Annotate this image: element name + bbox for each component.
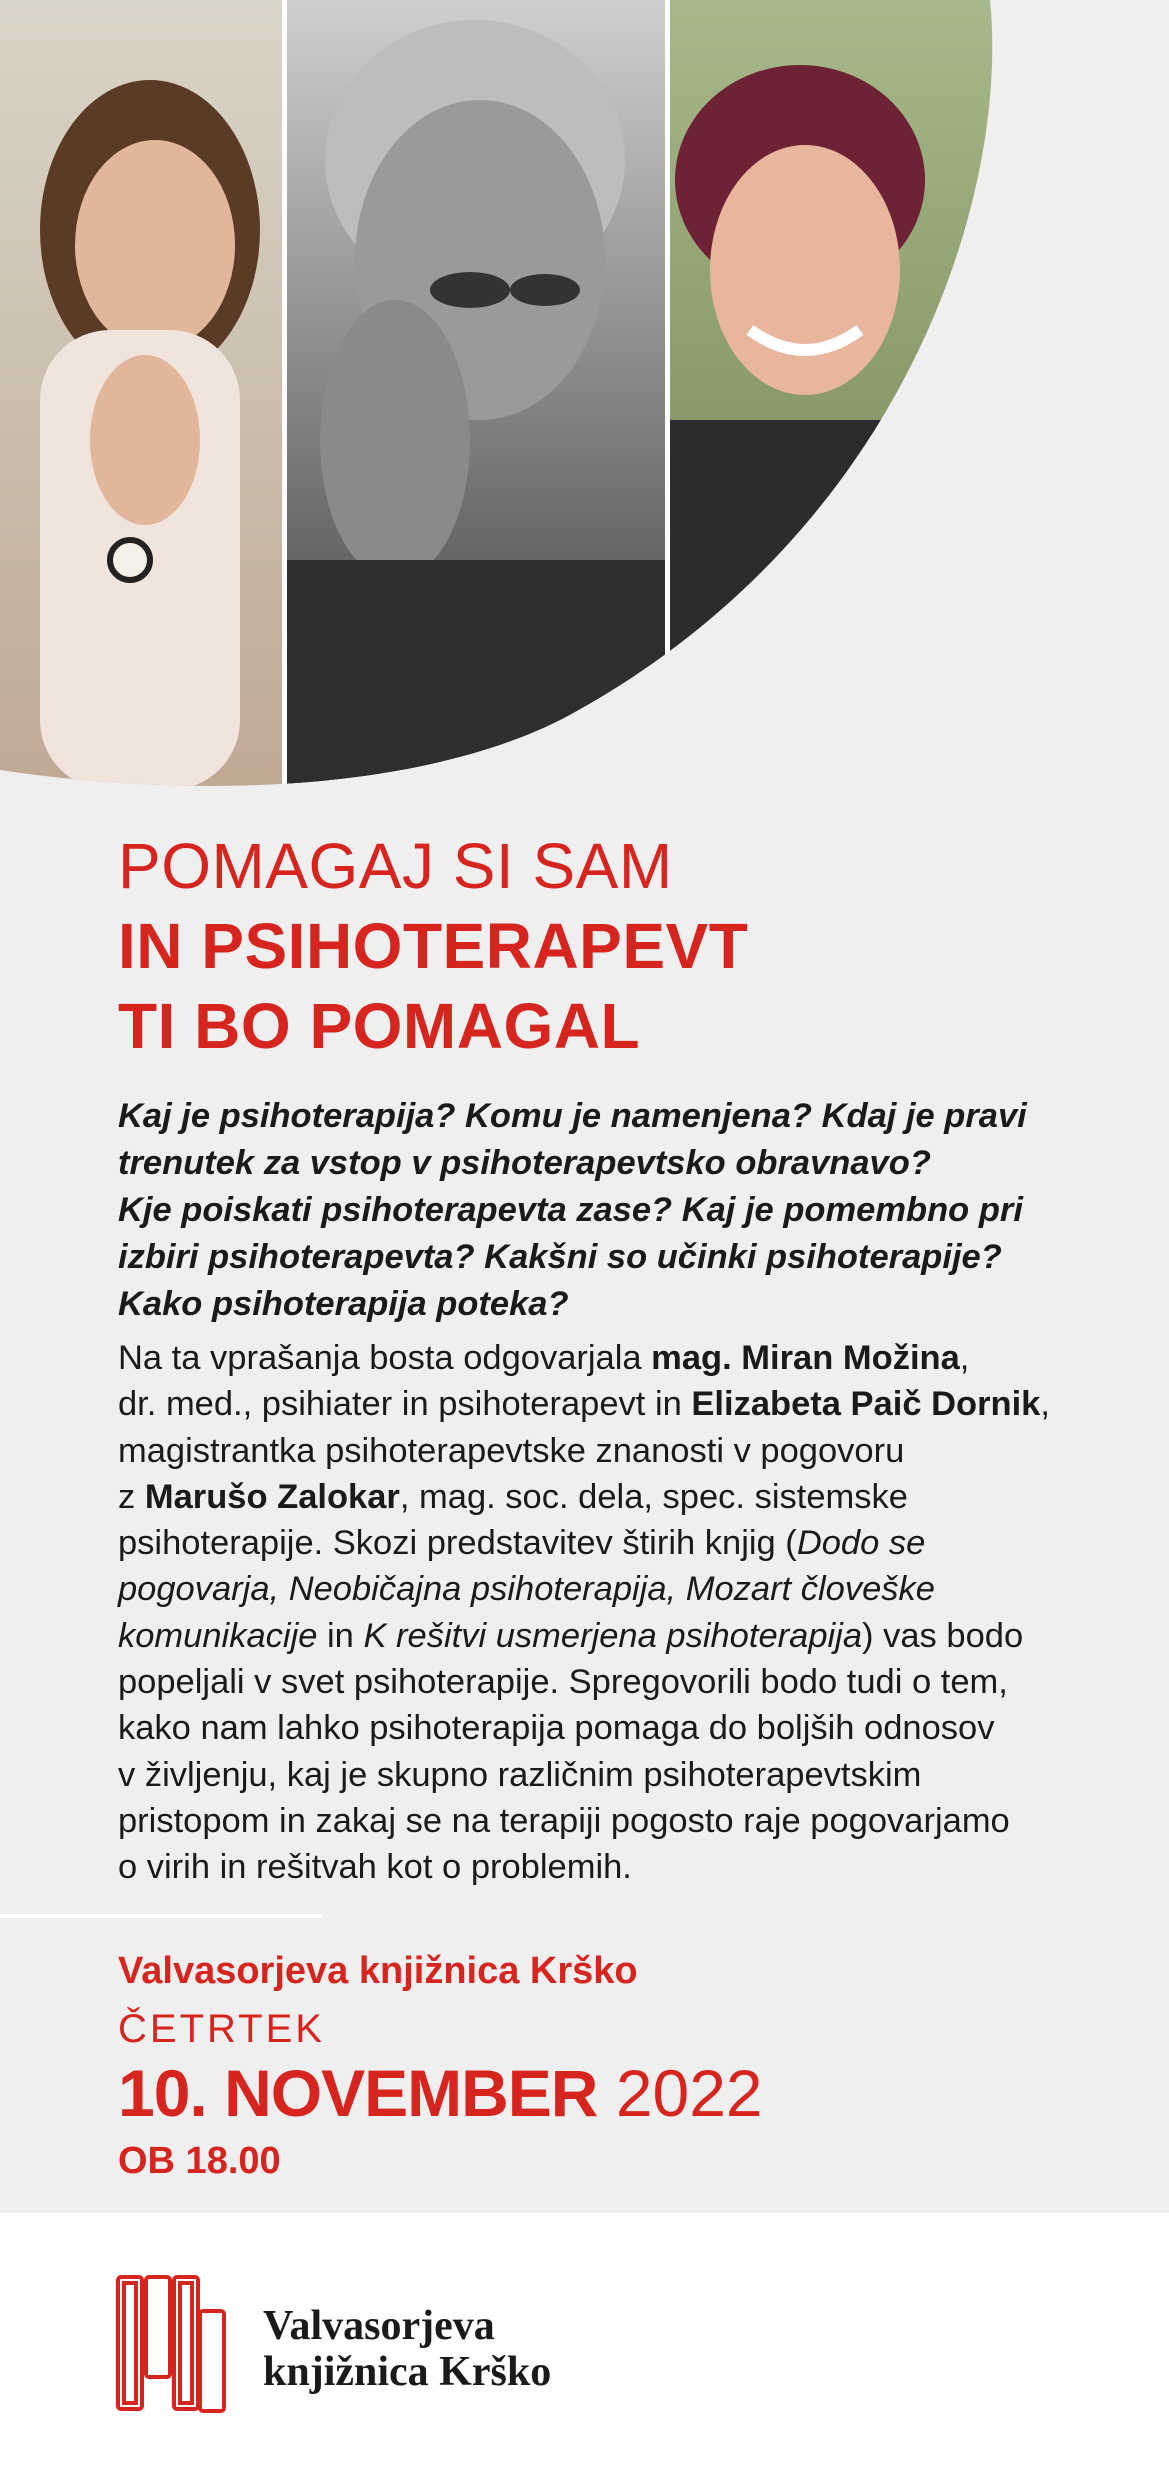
portrait-woman-left — [0, 0, 282, 790]
question-line: Kako psihoterapija poteka? — [118, 1285, 569, 1323]
description-line: o virih in rešitvah kot o problemih. — [118, 1848, 632, 1887]
question-line: Kaj je psihoterapija? Komu je namenjena? Kdaj je pravi — [118, 1097, 1027, 1135]
moderator-name: Marušo Zalokar — [144, 1477, 400, 1516]
event-day: ČETRTEK — [118, 2007, 325, 2051]
speaker-name: Elizabeta Paič Dornik — [691, 1385, 1041, 1424]
divider — [0, 1914, 322, 1918]
event-date — [118, 2055, 763, 2131]
description-line: kako nam lahko psihoterapija pomaga do boljših odnosov — [118, 1709, 995, 1748]
description-line: Na ta vprašanja bosta odgovarjala mag. Miran Možina, — [118, 1339, 970, 1377]
event-year: 2022 — [615, 2056, 763, 2130]
description-line: v življenju, kaj je skupno različnim psihoterapevtskim — [118, 1755, 922, 1794]
title-line-2: IN PSIHOTERAPEVT — [118, 910, 749, 982]
portrait-woman-right — [669, 0, 999, 790]
book-titles: komunikacije — [118, 1616, 318, 1655]
intro-questions — [118, 1093, 1078, 1328]
title-line-1: POMAGAJ SI SAM — [118, 830, 673, 902]
event-venue: Valvasorjeva knjižnica Krško — [118, 1950, 638, 1992]
description-line: dr. med., psihiater in psihoterapevt in Elizabeta Paič Dornik, — [118, 1385, 1050, 1424]
speaker-name: mag. Miran Možina — [651, 1339, 960, 1377]
event-description — [118, 1335, 1078, 1891]
title-line-3: TI BO POMAGAL — [118, 990, 641, 1062]
description-line: psihoterapije. Skozi predstavitev štirih knjig (Dodo se — [118, 1524, 926, 1563]
book-titles: pogovarja, Neobičajna psihoterapija, Mozart človeške — [118, 1570, 935, 1609]
description-line: pristopom in zakaj se na terapiji pogosto raje pogovarjamo — [118, 1801, 1010, 1840]
library-logo-icon — [116, 2275, 226, 2419]
header-photos — [0, 0, 1169, 790]
event-time: OB 18.00 — [118, 2140, 281, 2182]
description-line: magistrantka psihoterapevtske znanosti v pogovoru — [118, 1431, 905, 1470]
logo-line-1: Valvasorjeva — [263, 2303, 495, 2349]
question-line: izbiri psihoterapevta? Kakšni so učinki psihoterapije? — [118, 1238, 1002, 1276]
library-logo-text — [263, 2303, 551, 2395]
description-line — [118, 1566, 1078, 1612]
description-line: z Marušo Zalokar, mag. soc. dela, spec. sistemske — [118, 1477, 908, 1516]
event-title — [118, 826, 1118, 1066]
question-line: Kje poiskati psihoterapevta zase? Kaj je pomembno pri — [118, 1191, 1023, 1229]
book-titles: K rešitvi usmerjena psihoterapija — [363, 1616, 863, 1655]
event-date-main: 10. NOVEMBER — [118, 2056, 598, 2130]
question-line: trenutek za vstop v psihoterapevtsko obravnavo? — [118, 1144, 931, 1182]
logo-line-2: knjižnica Krško — [263, 2349, 552, 2395]
description-line: popeljali v svet psihoterapije. Spregovorili bodo tudi o tem, — [118, 1663, 1008, 1702]
description-line: komunikacije in K rešitvi usmerjena psihoterapija) vas bodo — [118, 1616, 1024, 1655]
portrait-man-center — [286, 0, 665, 790]
book-titles: Dodo se — [796, 1524, 926, 1563]
